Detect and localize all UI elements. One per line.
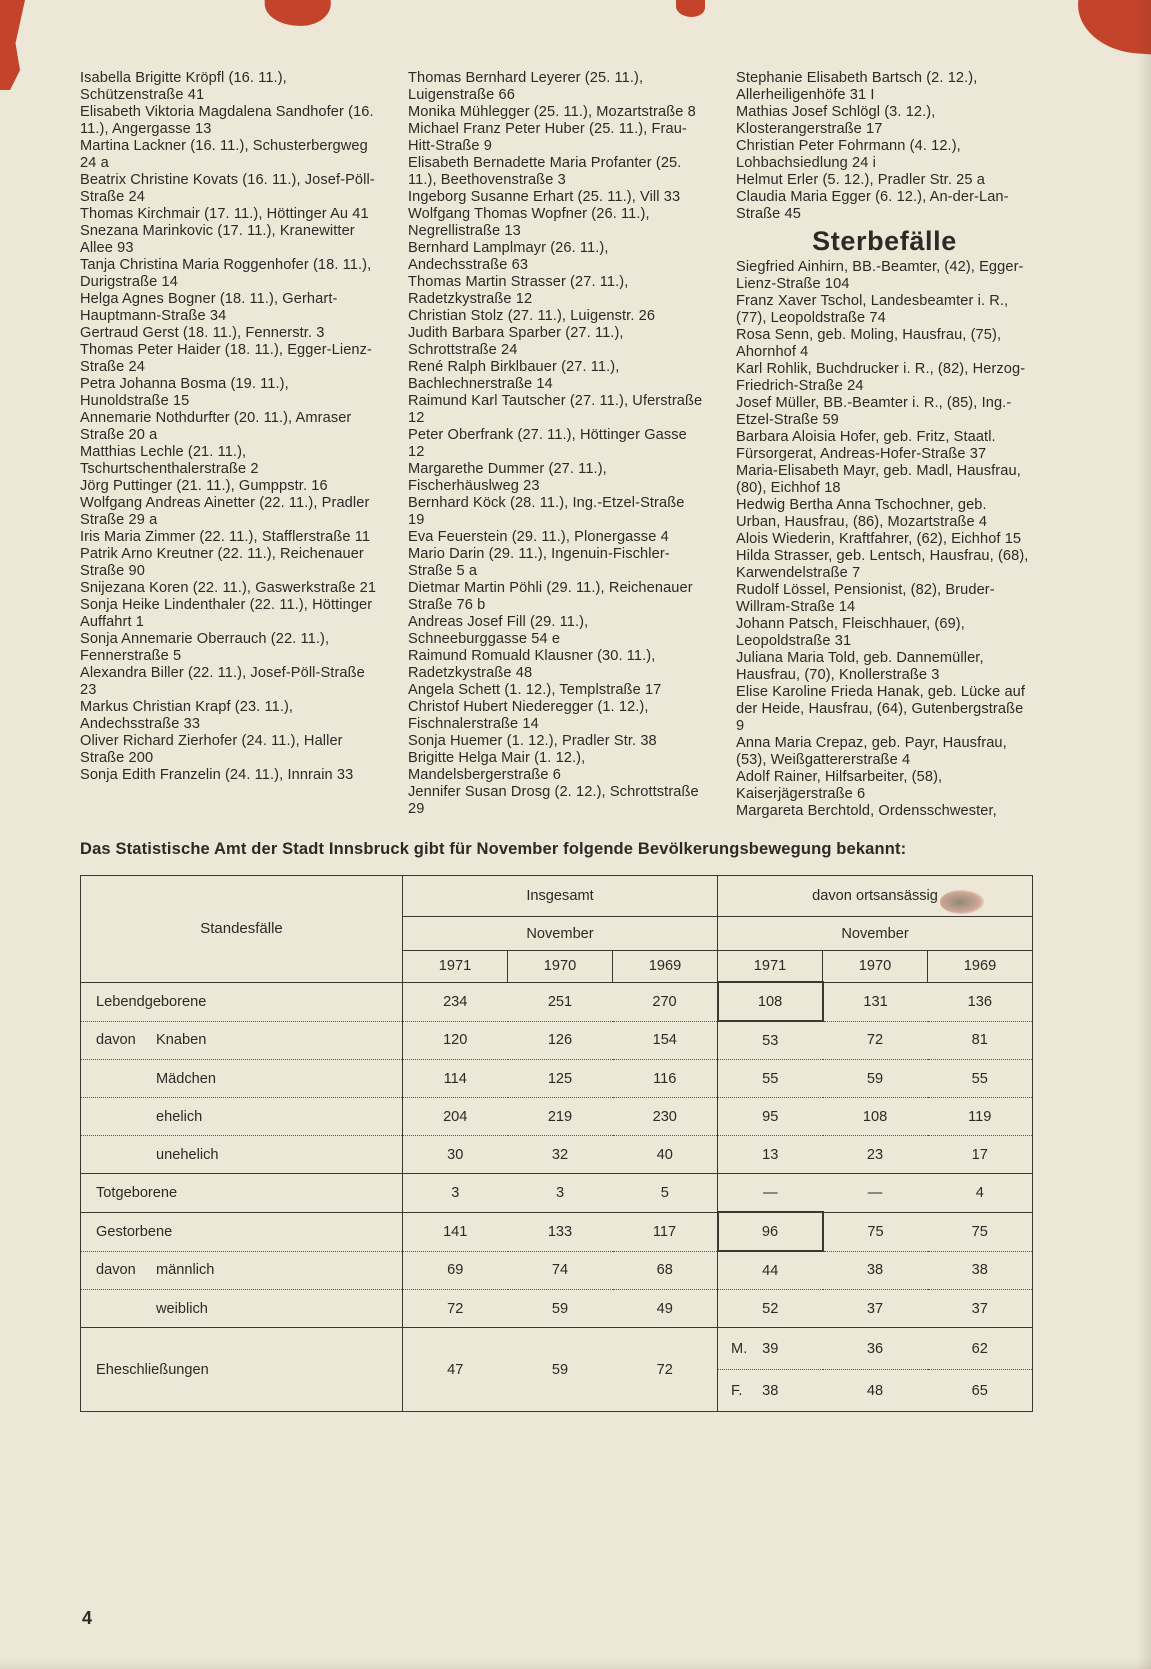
birth-record: Iris Maria Zimmer (22. 11.), Stafflerstraße 11 xyxy=(80,529,371,545)
stat-value: 17 xyxy=(928,1136,1033,1174)
death-record: Siegfried Ainhirn, BB.-Beamter, (42), Egger-Lienz-Straße 104 xyxy=(736,259,1024,292)
death-record: Rudolf Lössel, Pensionist, (82), Bruder-Willram-Straße 14 xyxy=(736,582,995,615)
stat-value xyxy=(718,1328,823,1370)
stat-value: 117 xyxy=(613,1212,718,1251)
month-header: November xyxy=(718,917,1033,951)
death-record: Juliana Maria Told, geb. Dannemüller, Hausfrau, (70), Knollerstraße 3 xyxy=(736,650,984,683)
birth-record: Raimund Karl Tautscher (27. 11.), Uferstraße 12 xyxy=(408,393,703,426)
month-header: November xyxy=(403,917,718,951)
table-row xyxy=(81,1251,1033,1290)
births-deaths-column xyxy=(736,70,1033,820)
birth-record: Andreas Josef Fill (29. 11.), Schneeburggasse 54 e xyxy=(408,614,589,647)
page-edge-shadow xyxy=(0,1659,1151,1669)
birth-record: Judith Barbara Sparber (27. 11.), Schrottstraße 24 xyxy=(408,325,624,358)
birth-record: Monika Mühlegger (25. 11.), Mozartstraße 8 xyxy=(408,104,696,120)
birth-record: Claudia Maria Egger (6. 12.), An-der-Lan-Straße 45 xyxy=(736,189,1009,222)
stat-value: 72 xyxy=(403,1290,508,1328)
row-label-text: ehelich xyxy=(156,1108,203,1125)
stat-value-text: 62 xyxy=(971,1340,988,1357)
stat-value: 119 xyxy=(928,1098,1033,1136)
death-record: Alois Wiederin, Kraftfahrer, (62), Eichhof 15 xyxy=(736,531,1022,547)
stat-value: 47 xyxy=(403,1328,508,1412)
birth-record: Oliver Richard Zierhofer (24. 11.), Haller Straße 200 xyxy=(80,733,343,766)
year-header: 1970 xyxy=(508,951,613,983)
birth-record: Matthias Lechle (21. 11.), Tschurtschenthalerstraße 2 xyxy=(80,444,259,477)
stat-value: 95 xyxy=(718,1098,823,1136)
birth-record: Sonja Annemarie Oberrauch (22. 11.), Fennerstraße 5 xyxy=(80,631,330,664)
row-prefix: davon xyxy=(96,1032,136,1049)
stat-value: 116 xyxy=(613,1060,718,1098)
births-column-1 xyxy=(80,70,377,820)
stat-value: 37 xyxy=(928,1290,1033,1328)
stat-value-text: 38 xyxy=(762,1382,779,1399)
year-header: 1970 xyxy=(823,951,928,983)
row-label xyxy=(81,1098,403,1136)
stat-value: 13 xyxy=(718,1136,823,1174)
births-column-3 xyxy=(736,70,1033,223)
birth-record: Snijezana Koren (22. 11.), Gaswerkstraße 21 xyxy=(80,580,377,596)
birth-record: Brigitte Helga Mair (1. 12.), Mandelsbergerstraße 6 xyxy=(408,750,586,783)
table-row xyxy=(81,982,1033,1021)
stat-value: 30 xyxy=(403,1136,508,1174)
year-header: 1969 xyxy=(928,951,1033,983)
row-label xyxy=(81,1021,403,1060)
stat-value: 69 xyxy=(403,1251,508,1290)
stat-value: 108 xyxy=(823,1098,928,1136)
row-prefix: davon xyxy=(96,1262,136,1279)
stat-value: 154 xyxy=(613,1021,718,1060)
stat-value-text: 39 xyxy=(762,1340,779,1357)
stat-value: 23 xyxy=(823,1136,928,1174)
column-header-standesfaelle: Standesfälle xyxy=(81,876,403,983)
birth-record: Elisabeth Viktoria Magdalena Sandhofer (16. 11.), Angergasse 13 xyxy=(80,104,374,137)
stat-value: 59 xyxy=(508,1328,613,1412)
death-record: Franz Xaver Tschol, Landesbeamter i. R., (77), Leopoldstraße 74 xyxy=(736,293,1009,326)
stat-value: 74 xyxy=(508,1251,613,1290)
page-content xyxy=(80,70,1038,1412)
year-header: 1969 xyxy=(613,951,718,983)
stat-value: 96 xyxy=(718,1212,823,1251)
page-edge-shadow xyxy=(1137,0,1151,1669)
birth-record: Jennifer Susan Drosg (2. 12.), Schrottstraße 29 xyxy=(408,784,699,817)
stat-value: 75 xyxy=(928,1212,1033,1251)
sub-row-key: M. xyxy=(731,1340,748,1357)
birth-record: Christian Peter Fohrmann (4. 12.), Lohbachsiedlung 24 i xyxy=(736,138,961,171)
stat-value: 81 xyxy=(928,1021,1033,1060)
death-record: Elise Karoline Frieda Hanak, geb. Lücke auf der Heide, Hausfrau, (64), Gutenbergstraße 9 xyxy=(736,684,1026,734)
red-mark-top-left xyxy=(0,0,25,90)
stat-value: 3 xyxy=(508,1174,613,1213)
table-row xyxy=(81,1021,1033,1060)
birth-record: Sonja Huemer (1. 12.), Pradler Str. 38 xyxy=(408,733,657,749)
birth-record: Thomas Bernhard Leyerer (25. 11.), Luigenstraße 66 xyxy=(408,70,644,103)
deaths-heading: Sterbefälle xyxy=(812,226,957,256)
death-record: Adolf Rainer, Hilfsarbeiter, (58), Kaiserjägerstraße 6 xyxy=(736,769,943,802)
table-row xyxy=(81,1136,1033,1174)
row-label xyxy=(81,982,403,1021)
stat-value: 108 xyxy=(718,982,823,1021)
birth-record: Annemarie Nothdurfter (20. 11.), Amraser Straße 20 a xyxy=(80,410,352,443)
table-row xyxy=(81,1060,1033,1098)
stat-value: 32 xyxy=(508,1136,613,1174)
stat-value: 3 xyxy=(403,1174,508,1213)
table-row xyxy=(81,1290,1033,1328)
birth-record: Wolfgang Thomas Wopfner (26. 11.), Negrellistraße 13 xyxy=(408,206,650,239)
birth-record: Gertraud Gerst (18. 11.), Fennerstr. 3 xyxy=(80,325,325,341)
birth-record: Petra Johanna Bosma (19. 11.), Hunoldstraße 15 xyxy=(80,376,289,409)
stat-value: 234 xyxy=(403,982,508,1021)
population-statistics-table xyxy=(80,875,1033,1412)
stat-value: 59 xyxy=(508,1290,613,1328)
records-section xyxy=(80,70,1038,820)
birth-record: Thomas Kirchmair (17. 11.), Höttinger Au 41 xyxy=(80,206,369,222)
birth-record: Raimund Romuald Klausner (30. 11.), Radetzkystraße 48 xyxy=(408,648,656,681)
stat-value: 133 xyxy=(508,1212,613,1251)
group-header: Insgesamt xyxy=(403,876,718,917)
row-label xyxy=(81,1060,403,1098)
birth-record: Christian Stolz (27. 11.), Luigenstr. 26 xyxy=(408,308,656,324)
row-label-text: unehelich xyxy=(156,1146,219,1163)
row-label-text: Mädchen xyxy=(156,1070,217,1087)
birth-record: Jörg Puttinger (21. 11.), Gumppstr. 16 xyxy=(80,478,328,494)
birth-record: Thomas Peter Haider (18. 11.), Egger-Lienz-Straße 24 xyxy=(80,342,372,375)
stat-value: 136 xyxy=(928,982,1033,1021)
stat-value: 219 xyxy=(508,1098,613,1136)
stat-value: 59 xyxy=(823,1060,928,1098)
stat-value: 72 xyxy=(613,1328,718,1412)
stat-value: 40 xyxy=(613,1136,718,1174)
births-column-2 xyxy=(408,70,705,820)
birth-record: Helmut Erler (5. 12.), Pradler Str. 25 a xyxy=(736,172,985,188)
death-record: Hedwig Bertha Anna Tschochner, geb. Urban, Hausfrau, (86), Mozartstraße 4 xyxy=(736,497,988,530)
group-header: davon ortsansässig xyxy=(718,876,1033,917)
birth-record: Helga Agnes Bogner (18. 11.), Gerhart-Hauptmann-Straße 34 xyxy=(80,291,338,324)
stat-value: 55 xyxy=(928,1060,1033,1098)
stat-value: 72 xyxy=(823,1021,928,1060)
year-header: 1971 xyxy=(718,951,823,983)
deaths-list xyxy=(736,259,1033,820)
red-mark-top-2 xyxy=(676,0,705,17)
birth-record: Peter Oberfrank (27. 11.), Höttinger Gasse 12 xyxy=(408,427,687,460)
year-header: 1971 xyxy=(403,951,508,983)
row-label-text: Totgeborene xyxy=(96,1184,178,1201)
stat-value xyxy=(928,1328,1033,1370)
birth-record: Thomas Martin Strasser (27. 11.), Radetzkystraße 12 xyxy=(408,274,629,307)
death-record: Rosa Senn, geb. Moling, Hausfrau, (75), Ahornhof 4 xyxy=(736,327,1002,360)
stat-value: 75 xyxy=(823,1212,928,1251)
stat-value: — xyxy=(718,1174,823,1213)
birth-record: Elisabeth Bernadette Maria Profanter (25. 11.), Beethovenstraße 3 xyxy=(408,155,682,188)
birth-record: Isabella Brigitte Kröpfl (16. 11.), Schützenstraße 41 xyxy=(80,70,287,103)
row-label xyxy=(81,1251,403,1290)
stat-value: 52 xyxy=(718,1290,823,1328)
stat-value xyxy=(823,1328,928,1370)
red-mark-top-1 xyxy=(264,0,331,27)
birth-record: Snezana Marinkovic (17. 11.), Kranewitter Allee 93 xyxy=(80,223,355,256)
death-record: Anna Maria Crepaz, geb. Payr, Hausfrau, (53), Weißgattererstraße 4 xyxy=(736,735,1007,768)
birth-record: Patrik Arno Kreutner (22. 11.), Reichenauer Straße 90 xyxy=(80,546,364,579)
birth-record: Tanja Christina Maria Roggenhofer (18. 11.), Durigstraße 14 xyxy=(80,257,372,290)
stat-value-text: 48 xyxy=(866,1382,884,1399)
stat-value: 37 xyxy=(823,1290,928,1328)
birth-record: Wolfgang Andreas Ainetter (22. 11.), Pradler Straße 29 a xyxy=(80,495,370,528)
death-record: Johann Patsch, Fleischhauer, (69), Leopoldstraße 31 xyxy=(736,616,965,649)
row-label xyxy=(81,1212,403,1251)
row-label-text: männlich xyxy=(156,1262,215,1279)
death-record: Maria-Elisabeth Mayr, geb. Madl, Hausfrau, (80), Eichhof 18 xyxy=(736,463,1021,496)
death-record: Karl Rohlik, Buchdrucker i. R., (82), Herzog-Friedrich-Straße 24 xyxy=(736,361,1026,394)
stat-value: 55 xyxy=(718,1060,823,1098)
stat-value: 38 xyxy=(928,1251,1033,1290)
stat-value: — xyxy=(823,1174,928,1213)
stat-value: 120 xyxy=(403,1021,508,1060)
birth-record: Angela Schett (1. 12.), Templstraße 17 xyxy=(408,682,662,698)
birth-record: Bernhard Lamplmayr (26. 11.), Andechsstraße 63 xyxy=(408,240,609,273)
stat-value: 38 xyxy=(823,1251,928,1290)
stat-value: 114 xyxy=(403,1060,508,1098)
birth-record: Dietmar Martin Pöhli (29. 11.), Reichenauer Straße 76 b xyxy=(408,580,693,613)
birth-record: Ingeborg Susanne Erhart (25. 11.), Vill 33 xyxy=(408,189,681,205)
stat-value: 251 xyxy=(508,982,613,1021)
row-label xyxy=(81,1290,403,1328)
stat-value: 44 xyxy=(718,1251,823,1290)
birth-record: Eva Feuerstein (29. 11.), Plonergasse 4 xyxy=(408,529,669,545)
birth-record: Mario Darin (29. 11.), Ingenuin-Fischler-Straße 5 a xyxy=(408,546,670,579)
birth-record: Michael Franz Peter Huber (25. 11.), Frau-Hitt-Straße 9 xyxy=(408,121,687,154)
birth-record: Sonja Edith Franzelin (24. 11.), Innrain 33 xyxy=(80,767,354,783)
stat-value xyxy=(928,1370,1033,1412)
birth-record: Bernhard Köck (28. 11.), Ing.-Etzel-Straße 19 xyxy=(408,495,685,528)
table-row-marriages xyxy=(81,1328,1033,1370)
row-label-text: Knaben xyxy=(156,1032,207,1049)
stat-value: 5 xyxy=(613,1174,718,1213)
stat-value: 126 xyxy=(508,1021,613,1060)
row-label-text: Gestorbene xyxy=(96,1223,173,1240)
table-row xyxy=(81,1212,1033,1251)
birth-record: Christof Hubert Niederegger (1. 12.), Fischnalerstraße 14 xyxy=(408,699,649,732)
statistics-heading: Das Statistische Amt der Stadt Innsbruck gibt für November folgende Bevölkerungsbewegung bekannt: xyxy=(80,840,907,858)
stat-value xyxy=(823,1370,928,1412)
birth-record: Mathias Josef Schlögl (3. 12.), Klosterangerstraße 17 xyxy=(736,104,936,137)
birth-record: Beatrix Christine Kovats (16. 11.), Josef-Pöll-Straße 24 xyxy=(80,172,375,205)
stat-value xyxy=(718,1370,823,1412)
table-row xyxy=(81,1098,1033,1136)
stat-value: 4 xyxy=(928,1174,1033,1213)
stat-value-text: 65 xyxy=(971,1382,988,1399)
stat-value: 204 xyxy=(403,1098,508,1136)
row-label xyxy=(81,1328,403,1412)
row-label xyxy=(81,1174,403,1213)
stat-value: 270 xyxy=(613,982,718,1021)
table-group-header-row xyxy=(81,876,1033,917)
row-label xyxy=(81,1136,403,1174)
birth-record: Alexandra Biller (22. 11.), Josef-Pöll-Straße 23 xyxy=(80,665,365,698)
death-record: Hilda Strasser, geb. Lentsch, Hausfrau, (68), Karwendelstraße 7 xyxy=(736,548,1029,581)
birth-record: Sonja Heike Lindenthaler (22. 11.), Höttinger Auffahrt 1 xyxy=(80,597,373,630)
stat-value: 230 xyxy=(613,1098,718,1136)
row-label-text: Eheschließungen xyxy=(96,1361,209,1378)
page-number: 4 xyxy=(82,1608,93,1628)
sub-row-key: F. xyxy=(731,1382,743,1399)
birth-record: Margarethe Dummer (27. 11.), Fischerhäuslweg 23 xyxy=(408,461,607,494)
stat-value: 141 xyxy=(403,1212,508,1251)
stat-value: 53 xyxy=(718,1021,823,1060)
stat-value-text: 36 xyxy=(866,1340,884,1357)
row-label-text: weiblich xyxy=(156,1300,208,1317)
death-record: Margareta Berchtold, Ordensschwester, xyxy=(736,803,997,819)
birth-record: René Ralph Birklbauer (27. 11.), Bachlechnerstraße 14 xyxy=(408,359,620,392)
row-label-text: Lebendgeborene xyxy=(96,993,207,1010)
death-record: Josef Müller, BB.-Beamter i. R., (85), Ing.-Etzel-Straße 59 xyxy=(736,395,1012,428)
stat-value: 131 xyxy=(823,982,928,1021)
birth-record: Stephanie Elisabeth Bartsch (2. 12.), Allerheiligenhöfe 31 I xyxy=(736,70,978,103)
table-row xyxy=(81,1174,1033,1213)
birth-record: Markus Christian Krapf (23. 11.), Andechsstraße 33 xyxy=(80,699,294,732)
stat-value: 49 xyxy=(613,1290,718,1328)
stat-value: 125 xyxy=(508,1060,613,1098)
stat-value: 68 xyxy=(613,1251,718,1290)
death-record: Barbara Aloisia Hofer, geb. Fritz, Staatl. Fürsorgerat, Andreas-Hofer-Straße 37 xyxy=(736,429,996,462)
birth-record: Martina Lackner (16. 11.), Schusterbergweg 24 a xyxy=(80,138,368,171)
